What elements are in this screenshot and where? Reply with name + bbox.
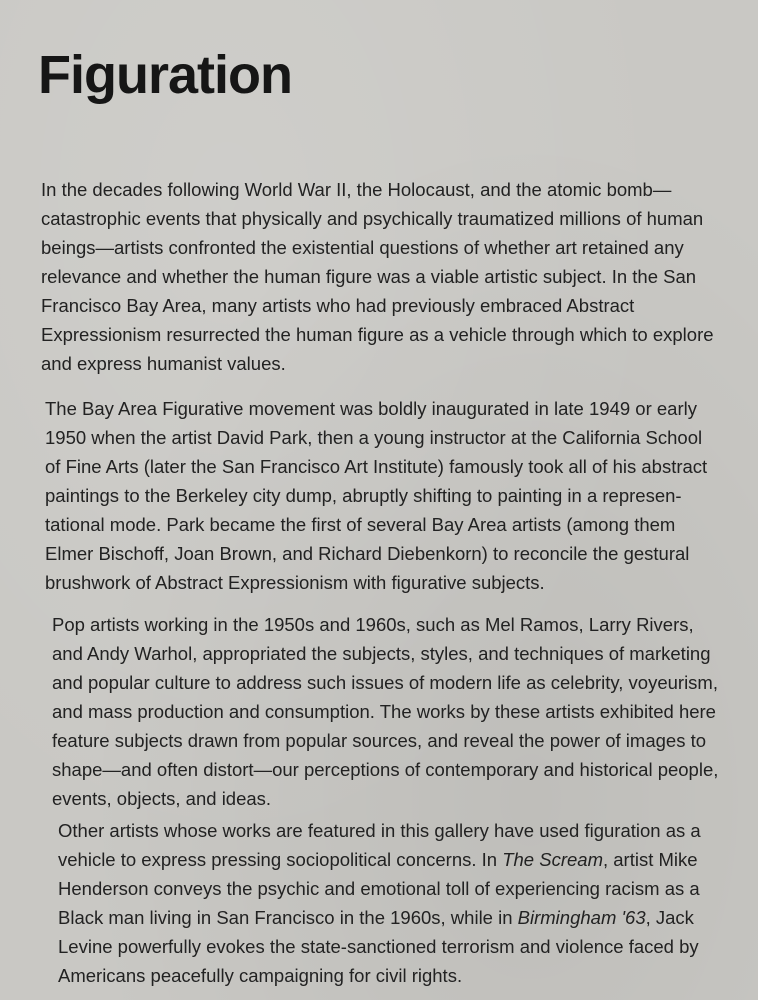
paragraph-bay-area-figurative (45, 394, 707, 597)
text-line: tational mode. Park became the first of several Bay Area artists (among them (45, 514, 676, 535)
text-line: Pop artists working in the 1950s and 1960s, such as Mel Ramos, Larry Rivers, (52, 614, 694, 635)
text-line: catastrophic events that physically and psychically traumatized millions of human (41, 208, 704, 229)
text-segment: , Jack (645, 907, 694, 928)
text-line: and popular culture to address such issues of modern life as celebrity, voyeurism, (52, 672, 718, 693)
text-line: and express humanist values. (41, 353, 286, 374)
text-line: 1950 when the artist David Park, then a young instructor at the California School (45, 427, 703, 448)
text-line: Henderson conveys the psychic and emotional toll of experiencing racism as a (58, 878, 700, 899)
text-segment: , artist Mike (602, 849, 698, 870)
text-segment: Black man living in San Francisco in the 1960s, while in (58, 907, 518, 928)
text-line: Francisco Bay Area, many artists who had previously embraced Abstract (41, 295, 635, 316)
text-line: paintings to the Berkeley city dump, abruptly shifting to painting in a represen- (45, 485, 682, 506)
paragraph-intro (41, 175, 714, 378)
text-line: Americans peacefully campaigning for civil rights. (58, 965, 463, 986)
text-line: Levine powerfully evokes the state-sanctioned terrorism and violence faced by (58, 936, 699, 957)
artwork-title-birmingham-63: Birmingham '63 (517, 907, 646, 928)
text-line: Elmer Bischoff, Joan Brown, and Richard Diebenkorn) to reconcile the gestural (45, 543, 690, 564)
text-line (58, 903, 701, 932)
paragraph-sociopolitical (58, 816, 701, 990)
text-line: The Bay Area Figurative movement was boldly inaugurated in late 1949 or early (45, 398, 697, 419)
text-line: of Fine Arts (later the San Francisco Art Institute) famously took all of his abstract (45, 456, 708, 477)
text-line: shape—and often distort—our perceptions of contemporary and historical people, (52, 759, 719, 780)
text-line: feature subjects drawn from popular sources, and reveal the power of images to (52, 730, 707, 751)
text-line: Expressionism resurrected the human figure as a vehicle through which to explore (41, 324, 714, 345)
text-line: brushwork of Abstract Expressionism with figurative subjects. (45, 572, 545, 593)
text-line: events, objects, and ideas. (52, 788, 272, 809)
text-line: relevance and whether the human figure was a viable artistic subject. In the San (41, 266, 697, 287)
text-line: and Andy Warhol, appropriated the subjects, styles, and techniques of marketing (52, 643, 711, 664)
label-title: Figuration (38, 45, 292, 105)
text-line (58, 845, 701, 874)
text-segment: vehicle to express pressing sociopolitical concerns. In (58, 849, 503, 870)
text-line: Other artists whose works are featured in this gallery have used figuration as a (58, 820, 701, 841)
text-line: In the decades following World War II, the Holocaust, and the atomic bomb— (41, 179, 672, 200)
text-line: beings—artists confronted the existential questions of whether art retained any (41, 237, 684, 258)
text-line: and mass production and consumption. The works by these artists exhibited here (52, 701, 716, 722)
paragraph-pop-artists (52, 610, 718, 813)
artwork-title-the-scream: The Scream (502, 849, 603, 870)
